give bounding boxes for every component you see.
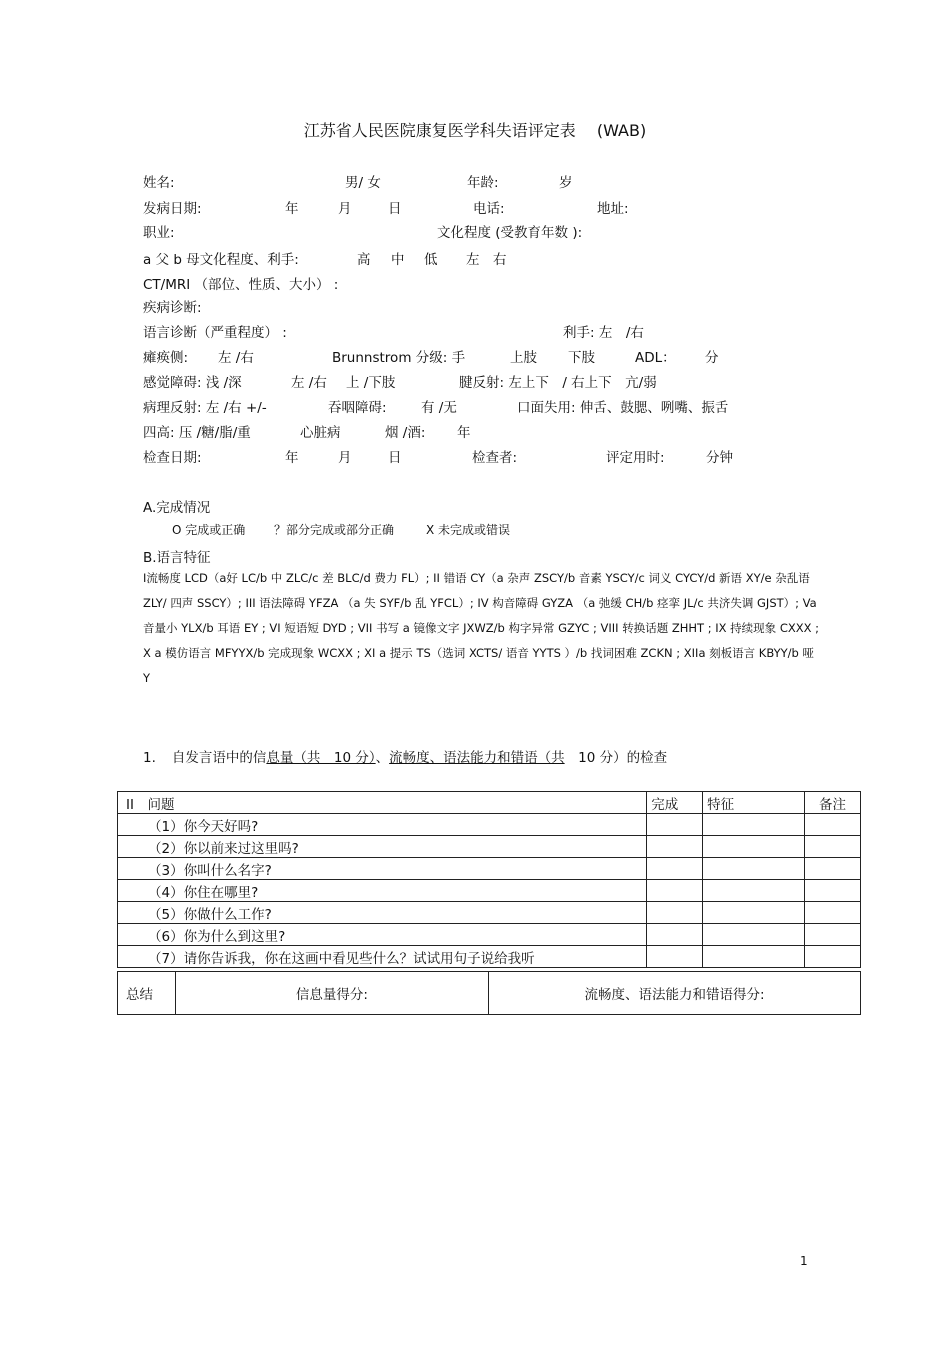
disease-diagnosis-label: 疾病诊断:	[143, 300, 202, 316]
table-row	[118, 836, 861, 858]
header-complete: 完成	[647, 792, 703, 814]
table-row	[118, 902, 861, 924]
task1-sep: 、	[375, 750, 390, 766]
section-b-heading: B.语言特征	[143, 550, 211, 566]
examiner-label: 检查者:	[472, 450, 518, 466]
onset-month: 月	[338, 201, 352, 217]
notes-cell[interactable]	[805, 836, 861, 858]
four-highs-label: 四高: 压 /糖/脂/重	[143, 425, 251, 441]
complete-cell[interactable]	[647, 902, 703, 924]
table-row	[118, 814, 861, 836]
notes-cell[interactable]	[805, 880, 861, 902]
sex-label: 男/ 女	[345, 175, 381, 191]
exam-year: 年	[285, 450, 299, 466]
feature-cell[interactable]	[703, 880, 805, 902]
notes-cell[interactable]	[805, 924, 861, 946]
notes-cell[interactable]	[805, 858, 861, 880]
section-a-heading: A.完成情况	[143, 500, 211, 516]
ct-mri-label: CT/MRI （部位、性质、大小） :	[143, 277, 339, 293]
question-text: （7）请你告诉我，你在这画中看见些什么？试试用句子说给我听	[118, 946, 647, 968]
feature-cell[interactable]	[703, 814, 805, 836]
summary-table	[117, 971, 861, 1015]
task1-heading	[143, 746, 667, 766]
duration-unit: 分钟	[706, 450, 733, 466]
edu-mid: 中	[391, 252, 405, 268]
language-diagnosis-label: 语言诊断（严重程度） :	[143, 325, 287, 341]
summary-row	[118, 972, 861, 1015]
brunnstrom-label: Brunnstrom 分级: 手	[332, 350, 466, 366]
exam-month: 月	[338, 450, 352, 466]
question-text: （2）你以前来过这里吗?	[118, 836, 647, 858]
oral-apraxia-label: 口面失用: 伸舌、鼓腮、咧嘴、振舌	[517, 400, 729, 416]
task1-info-part: 息量（共 10 分）	[266, 750, 376, 766]
smoke-years: 年	[457, 425, 471, 441]
legend-partial: ？部分完成或部分正确	[274, 523, 395, 537]
complete-cell[interactable]	[647, 880, 703, 902]
legend-complete: O 完成或正确	[172, 523, 246, 537]
edu-low: 低	[424, 252, 438, 268]
feature-cell[interactable]	[703, 946, 805, 968]
header-notes: 备注	[805, 792, 861, 814]
complete-cell[interactable]	[647, 836, 703, 858]
upper-limb: 上肢	[510, 350, 537, 366]
header-feature: 特征	[703, 792, 805, 814]
notes-cell[interactable]	[805, 946, 861, 968]
complete-cell[interactable]	[647, 814, 703, 836]
sensory-limb: 上 /下肢	[346, 375, 396, 391]
feature-cell[interactable]	[703, 858, 805, 880]
question-text: （6）你为什么到这里?	[118, 924, 647, 946]
table-row	[118, 946, 861, 968]
onset-date-label: 发病日期:	[143, 201, 202, 217]
task1-number: 1.	[143, 750, 156, 766]
address-label: 地址:	[597, 201, 629, 217]
hand-left: 左	[466, 252, 480, 268]
notes-cell[interactable]	[805, 902, 861, 924]
paralysis-side: 左 /右	[218, 350, 254, 366]
pathological-reflex-label: 病理反射: 左 /右 +/-	[143, 400, 267, 416]
onset-year: 年	[285, 201, 299, 217]
question-text: （4）你住在哪里?	[118, 880, 647, 902]
adl-unit: 分	[705, 350, 719, 366]
duration-label: 评定用时:	[606, 450, 665, 466]
complete-cell[interactable]	[647, 946, 703, 968]
age-label: 年龄:	[467, 175, 499, 191]
smoke-drink-label: 烟 /酒:	[385, 425, 426, 441]
lower-limb: 下肢	[568, 350, 595, 366]
heart-disease-label: 心脏病	[300, 425, 341, 441]
sensory-label: 感觉障碍: 浅 /深	[143, 375, 242, 391]
table-row	[118, 858, 861, 880]
parents-education-label: a 父 b 母文化程度、利手:	[143, 252, 299, 268]
education-label: 文化程度 (受教育年数 ):	[437, 225, 583, 241]
language-features-text: I流畅度 LCD（a好 LC/b 中 ZLC/c 差 BLC/d 费力 FL）; II 错语 CY（a 杂声 ZSCY/b 音素 YSCY/c 词义 CYCY/d 新语 XY/e 杂乱语 ZLY/ 四声 SSCY）; III 语法障碍 YFZA （a 失 SYF/b 乱 YFCL）; IV 构音障碍 GYZA （a 弛缓 CH/b 痉挛 JL/c 共济失调 GJST）; Va 音量小 YLX/b 耳语 EY ; VI 短语短 DYD ; VII 书写 a 镜像文字 JXWZ/b 构字异常 GZYC ; VIII 转换话题 ZHHT ; IX 持续现象 CXXX ; X a 模仿语言 MFYYX/b 完成现象 WCXX ; XI a 提示 TS（选词 XCTS/ 语音 YYTS ）/b 找词困难 ZCKN ; XIIa 刻板语言 KBYY/b 哑 Y	[143, 571, 820, 685]
question-text: （5）你做什么工作?	[118, 902, 647, 924]
feature-cell[interactable]	[703, 902, 805, 924]
header-questions: II 问题	[118, 792, 647, 814]
age-unit: 岁	[559, 175, 573, 191]
hand-right: 右	[493, 252, 507, 268]
question-text: （3）你叫什么名字?	[118, 858, 647, 880]
onset-day: 日	[388, 201, 402, 217]
task1-suffix: 10 分）的检查	[564, 750, 668, 766]
occupation-label: 职业:	[143, 225, 175, 241]
tendon-reflex-label: 腱反射: 左上下 / 右上下 亢/弱	[459, 375, 657, 391]
feature-cell[interactable]	[703, 924, 805, 946]
exam-day: 日	[388, 450, 402, 466]
handedness-label: 利手: 左 /右	[563, 325, 644, 341]
edu-high: 高	[357, 252, 371, 268]
paralysis-label: 瘫痪侧:	[143, 350, 189, 366]
table-header-row	[118, 792, 861, 814]
table-row	[118, 880, 861, 902]
feature-cell[interactable]	[703, 836, 805, 858]
name-label: 姓名:	[143, 175, 175, 191]
fluency-score-field[interactable]: 流畅度、语法能力和错语得分:	[489, 972, 861, 1015]
swallow-yn: 有 /无	[421, 400, 457, 416]
page-number: 1	[800, 1254, 808, 1268]
summary-label: 总结	[118, 972, 176, 1015]
table-row	[118, 924, 861, 946]
info-score-field[interactable]: 信息量得分:	[175, 972, 488, 1015]
swallow-label: 吞咽障碍:	[328, 400, 387, 416]
task1-prefix: 自发言语中的信	[171, 750, 267, 766]
complete-cell[interactable]	[647, 924, 703, 946]
questions-table	[117, 791, 861, 968]
notes-cell[interactable]	[805, 814, 861, 836]
question-text: （1）你今天好吗?	[118, 814, 647, 836]
page-title: 江苏省人民医院康复医学科失语评定表 (WAB)	[303, 121, 647, 140]
exam-date-label: 检查日期:	[143, 450, 202, 466]
sensory-side: 左 /右	[291, 375, 327, 391]
adl-label: ADL：	[635, 350, 676, 366]
phone-label: 电话:	[473, 201, 505, 217]
legend-incomplete: X 未完成或错误	[426, 523, 511, 537]
task1-fluency-part: 流畅度、语法能力和错语（共	[389, 750, 565, 766]
complete-cell[interactable]	[647, 858, 703, 880]
